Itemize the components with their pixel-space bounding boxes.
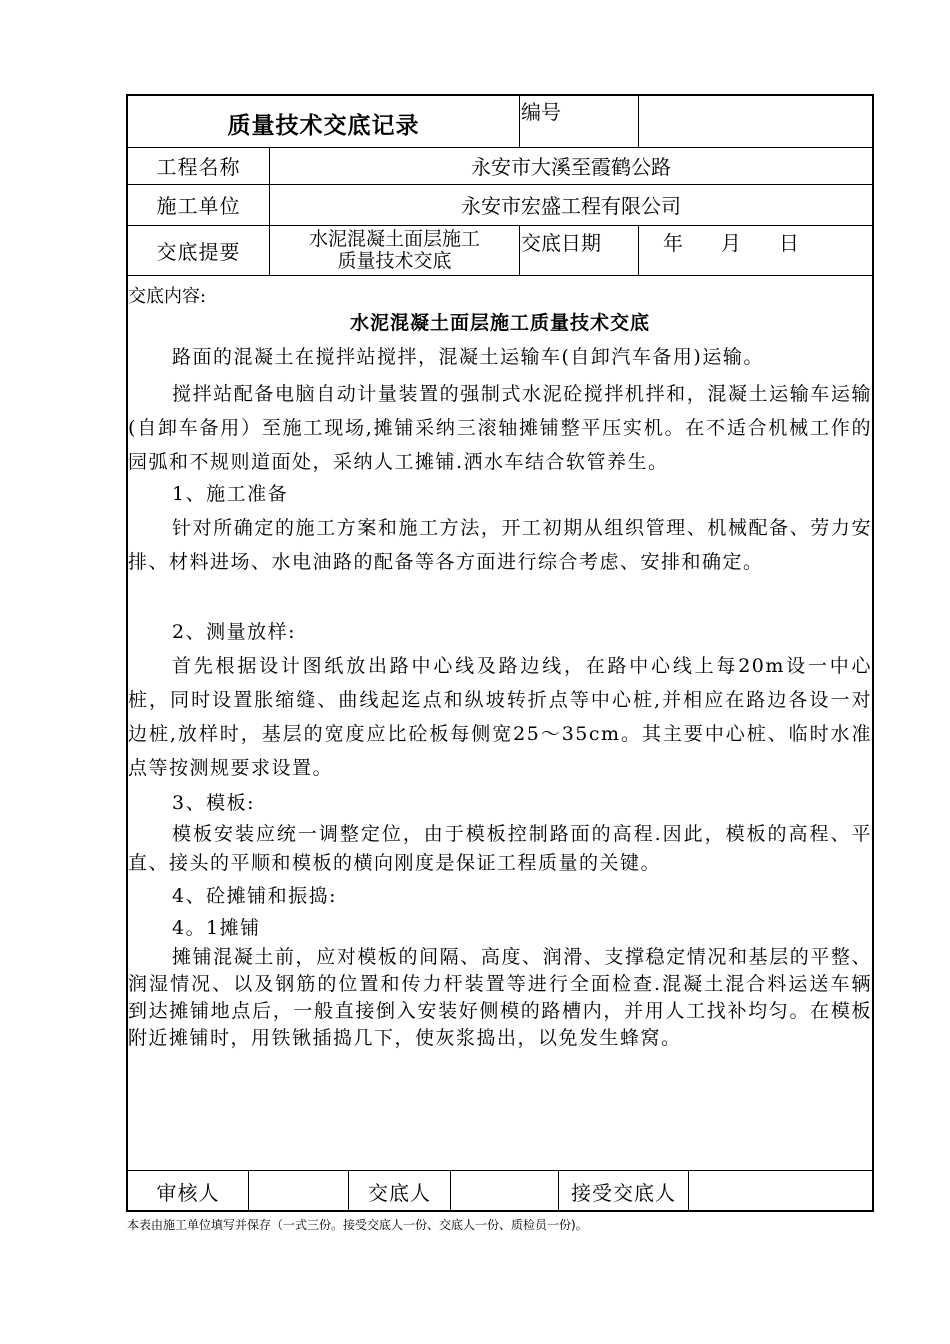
- summary-label: 交底提要: [156, 239, 241, 264]
- reviewer-label: 审核人: [156, 1181, 220, 1205]
- discloser-label: 交底人: [368, 1181, 431, 1205]
- project-name-value: 永安市大溪至霞鹤公路: [471, 155, 671, 179]
- paragraph: 路面的混凝土在搅拌站搅拌，混凝土运输车(自卸汽车备用)运输。: [172, 346, 764, 368]
- project-name-label: 工程名称: [156, 155, 241, 179]
- column-divider: [519, 96, 520, 147]
- row-divider: [128, 275, 872, 276]
- date-month: 月: [721, 231, 741, 255]
- date-field[interactable]: [639, 227, 872, 275]
- paragraph: 模板安装应统一调整定位，由于模板控制路面的高程.因此，模板的高程、平直、接头的平顺和模板的横向刚度是保证工程质量的关键。: [128, 823, 872, 874]
- disclosure-content: [128, 280, 872, 1160]
- receiver-field[interactable]: [689, 1171, 872, 1212]
- summary-value: [270, 225, 519, 275]
- discloser-field[interactable]: [451, 1171, 558, 1212]
- summary-line: 质量技术交底: [337, 250, 452, 272]
- date-label: 交底日期: [521, 231, 601, 255]
- paragraph: 针对所确定的施工方案和施工方法，开工初期从组织管理、机械配备、劳力安排、材料进场、水电油路的配备等各方面进行综合考虑、安排和确定。: [128, 517, 872, 573]
- paragraph: 搅拌站配备电脑自动计量装置的强制式水泥砼搅拌机拌和，混凝土运输车运输(自卸车备用）至施工现场,摊铺采纳三滚轴摊铺整平压实机。在不适合机械工作的园弧和不规则道面处，采纳人工摊铺.洒水车结合软管养生。: [128, 383, 872, 473]
- reviewer-field[interactable]: [249, 1171, 348, 1212]
- content-title: 水泥混凝土面层施工质量技术交底: [349, 312, 650, 334]
- content-label: 交底内容:: [128, 286, 207, 307]
- paragraph: 2、测量放样:: [172, 621, 296, 643]
- paragraph: 3、模板:: [172, 792, 255, 814]
- paragraph: 4。1摊铺: [172, 917, 261, 939]
- paragraph: 4、砼摊铺和振捣:: [172, 885, 337, 907]
- paragraph: 摊铺混凝土前，应对模板的间隔、高度、润滑、支撑稳定情况和基层的平整、润湿情况、以及钢筋的位置和传力杆装置等进行全面检查.混凝土混合料运送车辆到达摊铺地点后，一般直接倒入安装好侧模的路槽内，并用人工找补均匀。在模板附近摊铺时，用铁锹插捣几下，使灰浆捣出，以免发生蜂窝。: [128, 946, 872, 1049]
- summary-line: 水泥混凝土面层施工: [308, 228, 480, 250]
- paragraph: 首先根据设计图纸放出路中心线及路边线，在路中心线上每20m设一中心桩，同时设置胀缩缝、曲线起迄点和纵坡转折点等中心桩,并相应在路边各设一对边桩,放样时，基层的宽度应比砼板每侧宽25～35cm。其主要中心桩、临时水准点等按测规要求设置。: [128, 655, 872, 779]
- contractor-value: 永安市宏盛工程有限公司: [461, 194, 681, 218]
- contractor-label: 施工单位: [156, 194, 241, 218]
- quality-disclosure-form: [126, 94, 874, 1212]
- footer-note: 本表由施工单位填写并保存（一式三份。接受交底人一份、交底人一份、质检员一份)。: [127, 1218, 588, 1232]
- number-field[interactable]: [639, 96, 872, 147]
- form-title: 质量技术交底记录: [227, 112, 420, 139]
- receiver-label: 接受交底人: [571, 1181, 676, 1205]
- date-year: 年: [663, 231, 683, 255]
- column-divider: [519, 225, 520, 275]
- number-label: 编号: [521, 100, 561, 124]
- date-day: 日: [779, 231, 799, 255]
- paragraph: 1、施工准备: [172, 483, 289, 505]
